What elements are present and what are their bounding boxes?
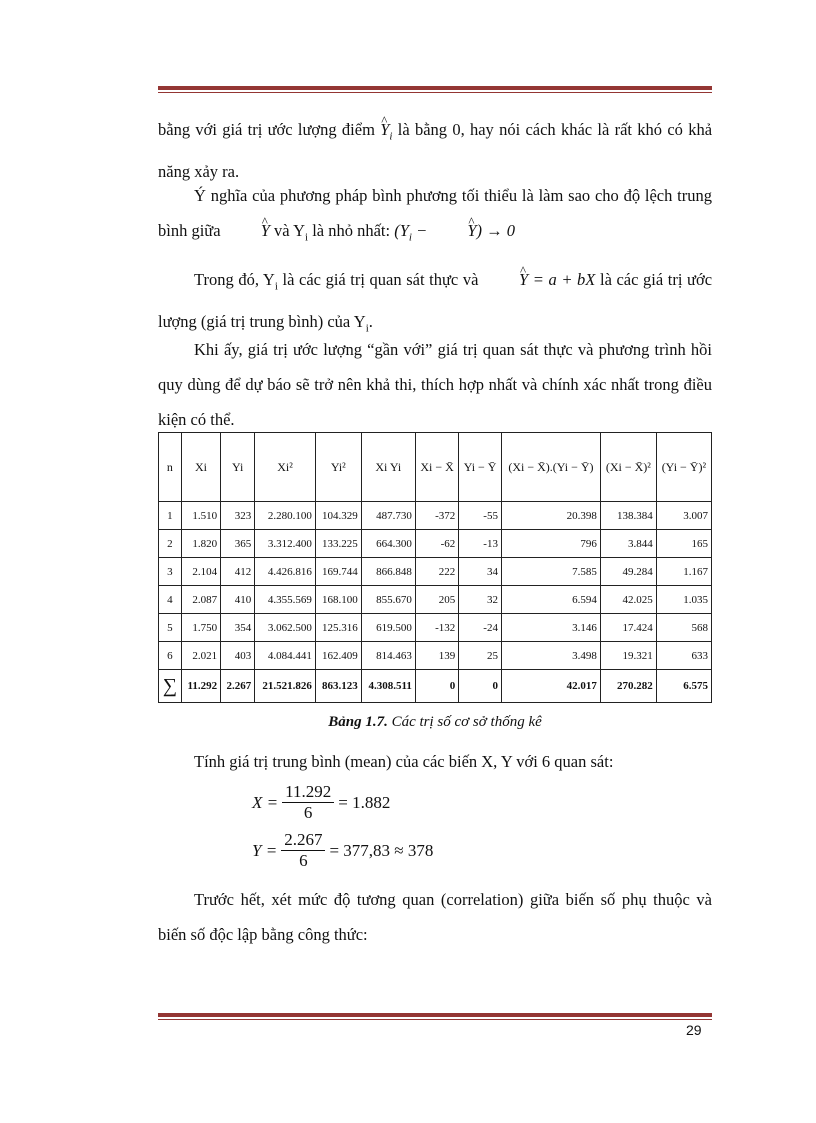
table-header-cell: Yi − Ȳ [459, 433, 502, 502]
table-header-cell: Xi² [255, 433, 316, 502]
table-cell: 6 [159, 642, 182, 670]
table-cell: 3.007 [656, 502, 711, 530]
table-cell: 3.312.400 [255, 530, 316, 558]
table-cell: 6.594 [501, 586, 600, 614]
table-row [159, 530, 712, 558]
table-cell: 3 [159, 558, 182, 586]
table-header-cell: (Yi − Ȳ)² [656, 433, 711, 502]
table-sum-cell: 0 [415, 670, 458, 703]
table-row [159, 558, 712, 586]
table-sum-cell: 42.017 [501, 670, 600, 703]
table-cell: 3.844 [600, 530, 656, 558]
table-cell: 125.316 [315, 614, 361, 642]
sum-symbol: ∑ [159, 670, 182, 703]
table-row [159, 614, 712, 642]
table-cell: 403 [221, 642, 255, 670]
paragraph-6: Trước hết, xét mức độ tương quan (correlation) giữa biến số phụ thuộc và biến số độc lập bằng công thức: [158, 890, 712, 944]
table-cell: 32 [459, 586, 502, 614]
table-cell: 133.225 [315, 530, 361, 558]
page-number: 29 [686, 1022, 702, 1038]
table-cell: 3.062.500 [255, 614, 316, 642]
header-rule [158, 86, 712, 93]
table-cell: 165 [656, 530, 711, 558]
paragraph-4: Khi ấy, giá trị ước lượng “gần với” giá trị quan sát thực và phương trình hồi quy dùng để dự báo sẽ trở nên khả thi, thích hợp nhất và chính xác nhất trong điều kiện có thể. [158, 340, 712, 429]
table-cell: 412 [221, 558, 255, 586]
table-cell: 619.500 [361, 614, 415, 642]
table-cell: 20.398 [501, 502, 600, 530]
table-cell: 5 [159, 614, 182, 642]
table-header-cell: Xi − X̄ [415, 433, 458, 502]
table-cell: 2.280.100 [255, 502, 316, 530]
table-cell: 7.585 [501, 558, 600, 586]
table-cell: 866.848 [361, 558, 415, 586]
table-cell: 162.409 [315, 642, 361, 670]
table-cell: 1.820 [181, 530, 220, 558]
table-cell: 855.670 [361, 586, 415, 614]
table-cell: 410 [221, 586, 255, 614]
table-cell: 3.146 [501, 614, 600, 642]
table-header-cell: Yi [221, 433, 255, 502]
footer-rule [158, 1013, 712, 1020]
table-sum-row [159, 670, 712, 703]
table-header-row [159, 433, 712, 502]
table-cell: 4 [159, 586, 182, 614]
table-sum-cell: 11.292 [181, 670, 220, 703]
paragraph-3: Trong đó, $Y_i$ là các giá trị quan sát thực và ^ Y = a + bX là các giá trị ước lượng (giá trị trung bình) của $Y_i$. [158, 262, 712, 347]
table-cell: 487.730 [361, 502, 415, 530]
table-cell: 814.463 [361, 642, 415, 670]
table-cell: 2.087 [181, 586, 220, 614]
table-cell: -62 [415, 530, 458, 558]
table-cell: 1.750 [181, 614, 220, 642]
table-cell: 139 [415, 642, 458, 670]
table-cell: 17.424 [600, 614, 656, 642]
table-cell: 49.284 [600, 558, 656, 586]
table-sum-cell: 270.282 [600, 670, 656, 703]
paragraph-2: Ý nghĩa của phương pháp bình phương tối thiểu là làm sao cho độ lệch trung bình giữa ^ Y và $Y_i$ là nhỏ nhất: ($Y_i$ − ^ Y) → 0 [158, 178, 712, 255]
table-header-cell: (Xi − X̄).(Yi − Ȳ) [501, 433, 600, 502]
y-hat-symbol: ^ $Y_i$ [380, 112, 392, 154]
table-row [159, 586, 712, 614]
table-cell: 2.021 [181, 642, 220, 670]
table-cell: 104.329 [315, 502, 361, 530]
table-header-cell: Yi² [315, 433, 361, 502]
table-sum-cell: 6.575 [656, 670, 711, 703]
table-cell: 664.300 [361, 530, 415, 558]
table-sum-cell: 21.521.826 [255, 670, 316, 703]
table-row [159, 642, 712, 670]
table-cell: -24 [459, 614, 502, 642]
table-cell: 365 [221, 530, 255, 558]
table-cell: 4.355.569 [255, 586, 316, 614]
table-cell: -55 [459, 502, 502, 530]
table-cell: 568 [656, 614, 711, 642]
table-cell: 2.104 [181, 558, 220, 586]
table-header-cell: Xi Yi [361, 433, 415, 502]
mean-y-formula: Y = $\frac{2.267}{6}$ = 377,83 ≈ 378 [252, 830, 434, 870]
mean-x-formula: X = $\frac{11.292}{6}$ = 1.882 [252, 782, 391, 822]
deviation-formula: ($Y_i$ − ^ Y) → 0 [394, 221, 515, 240]
table-cell: 323 [221, 502, 255, 530]
table-caption: Bảng 1.7. Các trị số cơ sở thống kê [328, 714, 542, 730]
table-sum-cell: 0 [459, 670, 502, 703]
table-cell: 1.167 [656, 558, 711, 586]
table-cell: 169.744 [315, 558, 361, 586]
table-cell: -132 [415, 614, 458, 642]
table-cell: 25 [459, 642, 502, 670]
table-cell: 354 [221, 614, 255, 642]
table-cell: 796 [501, 530, 600, 558]
table-cell: 1.035 [656, 586, 711, 614]
table-cell: 3.498 [501, 642, 600, 670]
table-cell: 1 [159, 502, 182, 530]
statistics-table [158, 432, 712, 703]
table-row [159, 502, 712, 530]
table-cell: -13 [459, 530, 502, 558]
y-hat-symbol-2: ^ Y [225, 213, 270, 248]
table-cell: 2 [159, 530, 182, 558]
table-cell: 34 [459, 558, 502, 586]
table-header-cell: n [159, 433, 182, 502]
table-cell: 168.100 [315, 586, 361, 614]
table-cell: 138.384 [600, 502, 656, 530]
table-cell: 205 [415, 586, 458, 614]
table-header-cell: (Xi − X̄)² [600, 433, 656, 502]
paragraph-5: Tính giá trị trung bình (mean) của các biến X, Y với 6 quan sát: [194, 752, 614, 771]
table-cell: 633 [656, 642, 711, 670]
table-header-cell: Xi [181, 433, 220, 502]
paragraph-1: bằng với giá trị ước lượng điểm ^ $Y_i$ là bằng 0, hay nói cách khác là rất khó có khả năng xảy ra. [158, 112, 712, 189]
regression-formula: ^ Y = a + bX [483, 270, 595, 289]
table-cell: 42.025 [600, 586, 656, 614]
table-cell: 4.084.441 [255, 642, 316, 670]
table-cell: -372 [415, 502, 458, 530]
table-cell: 1.510 [181, 502, 220, 530]
table-sum-cell: 4.308.511 [361, 670, 415, 703]
table-cell: 4.426.816 [255, 558, 316, 586]
table-cell: 222 [415, 558, 458, 586]
table-sum-cell: 863.123 [315, 670, 361, 703]
table-cell: 19.321 [600, 642, 656, 670]
table-sum-cell: 2.267 [221, 670, 255, 703]
